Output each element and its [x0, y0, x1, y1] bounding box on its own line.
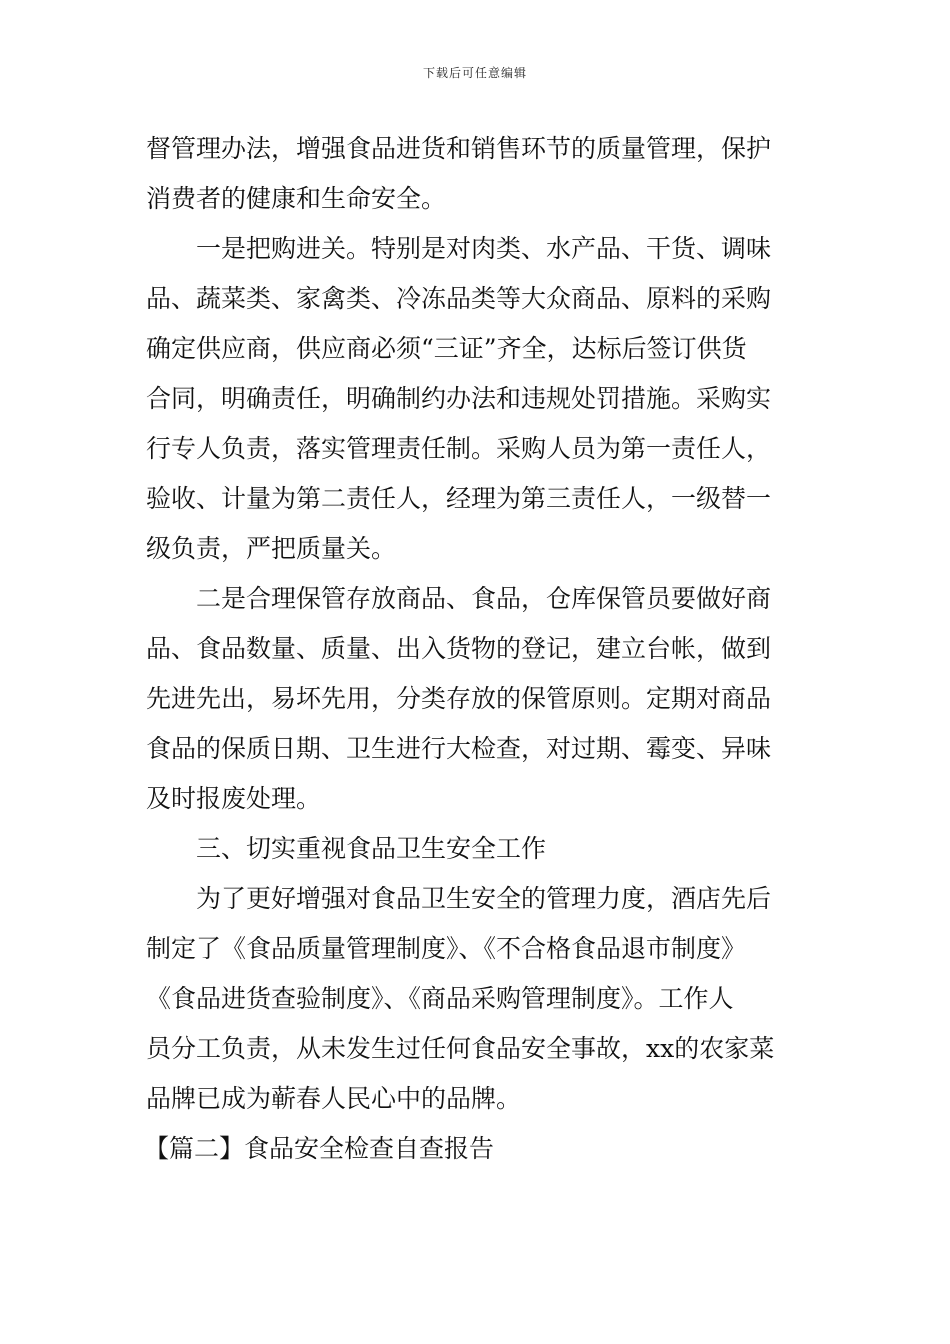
- paragraph-start-line: 一是把购进关。特别是对肉类、水产品、干货、调味: [196, 234, 772, 263]
- text-line: 食品的保质日期、卫生进行大检查，对过期、霉变、异味: [146, 734, 772, 763]
- text-line: 督管理办法，增强食品进货和销售环节的质量管理，保护: [146, 134, 772, 163]
- page-header-note: 下载后可任意编辑: [422, 66, 527, 80]
- text-line: 先进先出，易坏先用，分类存放的保管原则。定期对商品: [146, 684, 772, 713]
- text-line: 行专人负责，落实管理责任制。采购人员为第一责任人，: [146, 434, 772, 463]
- text-line: 品、食品数量、质量、出入货物的登记，建立台帐，做到: [146, 634, 772, 663]
- text-line: 员分工负责，从未发生过任何食品安全事故，xx的农家菜: [146, 1034, 775, 1063]
- paragraph-start-line: 二是合理保管存放商品、食品，仓库保管员要做好商: [196, 584, 772, 613]
- text-line: 品牌已成为蕲春人民心中的品牌。: [146, 1084, 522, 1113]
- text-line: 品、蔬菜类、家禽类、冷冻品类等大众商品、原料的采购: [146, 284, 772, 313]
- text-line: 消费者的健康和生命安全。: [146, 184, 447, 213]
- text-line: 验收、计量为第二责任人，经理为第三责任人，一级替一: [146, 484, 772, 513]
- chapter-heading: 【篇二】食品安全检查自查报告: [144, 1134, 495, 1163]
- text-line: 《食品进货查验制度》、《商品采购管理制度》。工作人: [146, 984, 734, 1013]
- paragraph-start-line: 为了更好增强对食品卫生安全的管理力度，酒店先后: [196, 884, 772, 913]
- document-body: [146, 124, 806, 1174]
- text-line: 合同，明确责任，明确制约办法和违规处罚措施。采购实: [146, 384, 772, 413]
- text-line: 及时报废处理。: [146, 784, 322, 813]
- text-line: 级负责，严把质量关。: [146, 534, 397, 563]
- text-line: 确定供应商，供应商必须“三证”齐全，达标后签订供货: [146, 334, 747, 363]
- text-line: 制定了《食品质量管理制度》、《不合格食品退市制度》: [146, 934, 747, 963]
- section-heading: 三、切实重视食品卫生安全工作: [196, 834, 547, 863]
